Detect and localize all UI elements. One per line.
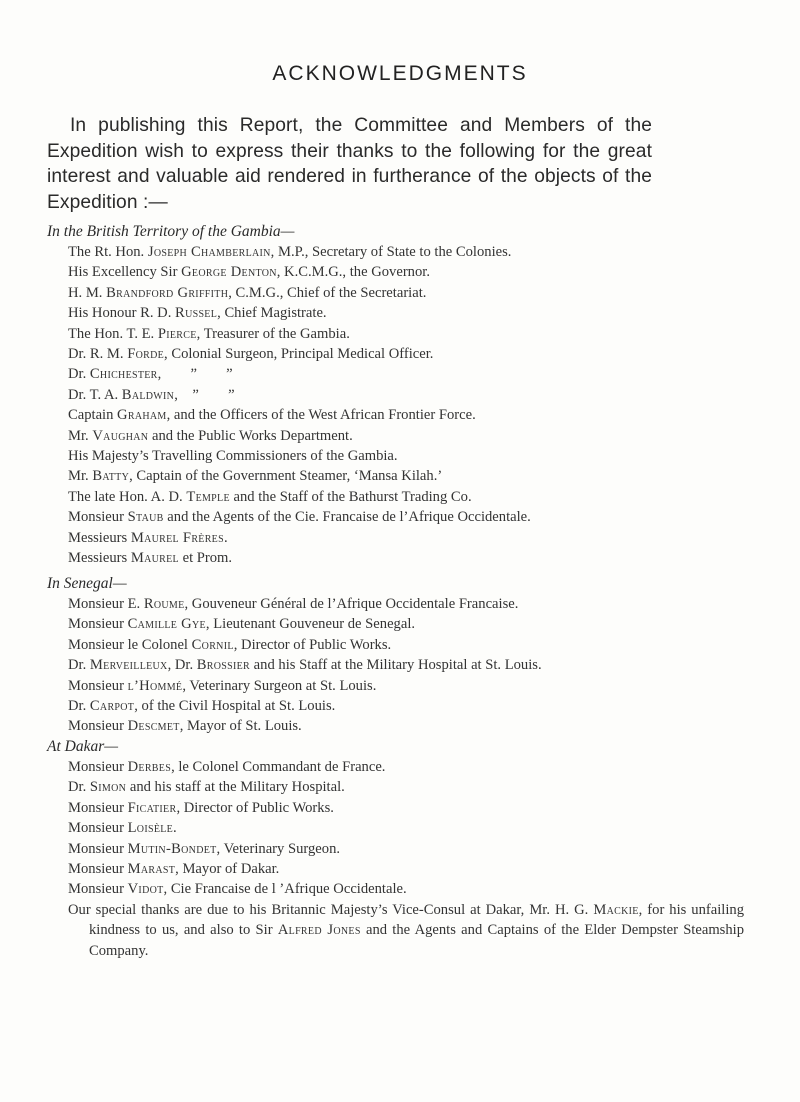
entry-text: , K.C.M.G., the Governor. (276, 264, 430, 281)
person-name: Simon (89, 779, 127, 796)
entry-text: The Rt. Hon. (68, 244, 148, 260)
person-name: George Denton (181, 264, 277, 281)
person-name: Maurel (130, 550, 179, 567)
entry-text: Monsieur (68, 820, 128, 837)
entry-text: , Lieutenant Gouveneur de Senegal. (205, 616, 416, 633)
entry-line (68, 859, 727, 879)
entry-line (68, 548, 727, 568)
entry-line (68, 262, 727, 282)
person-name: Derbes (127, 759, 172, 775)
person-name: Vidot (127, 881, 164, 898)
entry-line (68, 446, 727, 466)
entry-text: , ” ” (174, 386, 235, 403)
person-name: Staub (127, 509, 164, 526)
entry-line (68, 364, 727, 384)
entry-line (68, 716, 727, 736)
person-name: Batty (92, 468, 130, 485)
person-name: Mutin-Bondet (127, 840, 217, 857)
entry-line (68, 385, 727, 405)
entry-text: Captain (68, 407, 118, 424)
entry-line (68, 777, 727, 797)
entry-line (68, 283, 727, 303)
entry-line (68, 344, 727, 364)
entry-text: , Treasurer of the Gambia. (196, 325, 350, 342)
entry-line (68, 507, 727, 527)
person-name: Graham (117, 407, 167, 424)
person-name: Russel (175, 305, 218, 322)
person-name: Pierce (157, 325, 197, 342)
entry-line (68, 798, 727, 818)
entry-text: Monsieur (68, 759, 128, 775)
person-name: Joseph Chamberlain (147, 244, 271, 260)
entry-list (68, 242, 727, 569)
entry-text: Monsieur le Colonel (68, 636, 192, 653)
person-name: Roume (143, 596, 185, 612)
person-name: Marast (127, 861, 176, 878)
entry-line (68, 405, 727, 425)
entry-text: , Gouveneur Général de l’Afrique Occidentale Francaise. (184, 596, 519, 612)
entry-text: , Veterinary Surgeon. (216, 840, 341, 857)
person-name: l’Hommé (127, 677, 183, 694)
entry-text: , le Colonel Commandant de France. (171, 759, 386, 775)
intro-line: Expedition wish to express their thanks to the following for the great (47, 140, 652, 162)
entry-line (68, 757, 727, 777)
person-name: Camille Gye (127, 616, 206, 633)
entry-line (68, 594, 727, 614)
section-heading: At Dakar— (47, 738, 119, 755)
entry-line (68, 818, 727, 838)
entry-text: and the Agents and Captains of the Elder Dempster Steamship Company. (89, 922, 745, 959)
entry-text: His Majesty’s Travelling Commissioners of the Gambia. (68, 448, 398, 465)
entry-text: H. M. (68, 284, 107, 301)
person-name: Alfred Jones (277, 922, 361, 939)
person-name: Descmet (127, 718, 180, 735)
entry-line (68, 426, 727, 446)
section-heading: In the British Territory of the Gambia— (47, 223, 295, 240)
entry-text: His Honour R. D. (68, 305, 176, 322)
entry-text: , Veterinary Surgeon at St. Louis. (182, 677, 377, 694)
person-name: Brossier (196, 657, 251, 674)
entry-text: , Colonial Surgeon, Principal Medical Officer. (164, 346, 434, 363)
section-heading: In Senegal— (47, 575, 127, 592)
entry-text: Monsieur (68, 509, 128, 526)
intro-line: Expedition :— (47, 191, 168, 213)
entry-list (68, 757, 745, 961)
entry-text: Monsieur (68, 718, 128, 735)
person-name: Forde (127, 346, 165, 363)
entry-line (68, 635, 727, 655)
entry-text: and his Staff at the Military Hospital at St. Louis. (250, 657, 542, 674)
entry-text: , for his unfailing kindness to us, and also to Sir (89, 901, 744, 939)
entry-text: Monsieur (68, 677, 128, 694)
intro-paragraph (47, 113, 652, 215)
entry-text: Dr. (68, 657, 90, 674)
entry-text: . (223, 529, 228, 546)
entry-text: , Mayor of St. Louis. (179, 718, 302, 735)
intro-line: interest and valuable aid rendered in furtherance of the objects of the (47, 166, 652, 187)
section-senegal (47, 573, 727, 737)
person-name: Merveilleux (89, 657, 168, 674)
entry-text: Monsieur (68, 799, 128, 816)
entry-text: Dr. (68, 779, 90, 796)
entry-text: Messieurs (68, 550, 131, 567)
entry-text: , ” ” (157, 366, 233, 383)
entry-text: et Prom. (178, 550, 233, 567)
entry-text: Dr. (68, 366, 90, 383)
entry-line (68, 614, 727, 634)
entry-text: Our special thanks are due to his Britannic Majesty’s Vice-Consul at Dakar, Mr. H. G. (68, 901, 594, 918)
entry-text: Dr. T. A. (68, 386, 122, 403)
person-name: Loisèle (127, 820, 174, 837)
entry-text: , Chief Magistrate. (217, 305, 327, 322)
person-name: Temple (186, 488, 230, 505)
person-name: Ficatier (127, 799, 177, 816)
entry-line (68, 879, 727, 899)
entry-text: Monsieur E. (68, 596, 144, 612)
entry-text: , Captain of the Government Steamer, ‘Mansa Kilah.’ (129, 468, 443, 485)
entry-text: The late Hon. A. D. (68, 488, 187, 505)
section-gambia (47, 221, 727, 569)
entry-text: , Mayor of Dakar. (175, 861, 280, 878)
section-dakar (47, 736, 745, 961)
entry-text: Mr. (68, 468, 93, 485)
page-title: ACKNOWLEDGMENTS (272, 62, 528, 85)
entry-line (68, 242, 727, 262)
entry-line (68, 696, 727, 716)
entry-text: and the Public Works Department. (148, 427, 353, 444)
entry-line (68, 528, 727, 548)
entry-line (68, 676, 727, 696)
person-name: Brandford Griffith (106, 284, 229, 301)
entry-text: , Dr. (167, 657, 197, 674)
intro-line: In publishing this Report, the Committee and Members of the (70, 115, 652, 136)
entry-line (68, 324, 727, 344)
entry-line (68, 655, 727, 675)
entry-line (68, 303, 727, 323)
entry-text: , Director of Public Works. (233, 636, 392, 653)
person-name: Maurel Frères (130, 529, 224, 546)
entry-line (68, 839, 727, 859)
entry-text: , and the Officers of the West African Frontier Force. (166, 407, 476, 424)
entry-text: , C.M.G., Chief of the Secretariat. (228, 284, 427, 301)
entry-text: , M.P., Secretary of State to the Colonies. (270, 244, 512, 260)
entry-text: and the Agents of the Cie. Francaise de l’Afrique Occidentale. (163, 509, 531, 526)
person-name: Cornil (191, 636, 234, 653)
person-name: Mackie (593, 901, 639, 918)
person-name: Vaughan (92, 427, 149, 444)
entry-line (68, 466, 727, 486)
entry-text: , Cie Francaise de l ’Afrique Occidentale. (163, 881, 407, 898)
entry-text: , Director of Public Works. (176, 799, 334, 816)
entry-text: Mr. (68, 427, 93, 444)
person-name: Chichester (89, 366, 158, 383)
entry-text: and his staff at the Military Hospital. (126, 779, 345, 796)
entry-text: Dr. (68, 698, 90, 715)
closing-note (68, 900, 744, 961)
entry-list (68, 594, 727, 737)
entry-line (68, 487, 727, 507)
entry-text: Monsieur (68, 840, 128, 857)
entry-text: The Hon. T. E. (68, 325, 158, 342)
entry-text: His Excellency Sir (68, 264, 182, 281)
entry-text: Monsieur (68, 616, 128, 633)
entry-text: , of the Civil Hospital at St. Louis. (134, 698, 336, 715)
person-name: Carpot (89, 698, 135, 715)
entry-text: Monsieur (68, 881, 128, 898)
person-name: Baldwin (121, 386, 175, 403)
entry-text: . (173, 820, 177, 837)
entry-text: Dr. R. M. (68, 346, 128, 363)
entry-text: and the Staff of the Bathurst Trading Co. (229, 488, 472, 505)
entry-text: Messieurs (68, 529, 131, 546)
entry-text: Monsieur (68, 861, 128, 878)
